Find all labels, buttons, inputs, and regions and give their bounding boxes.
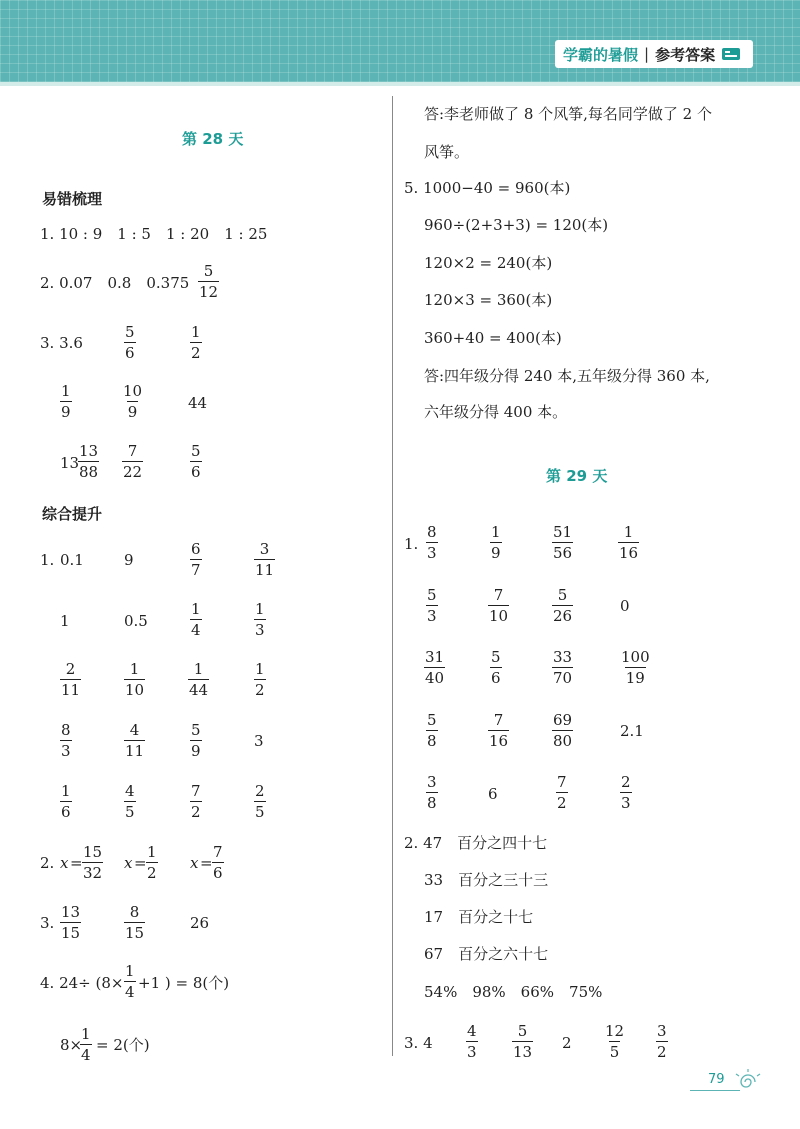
page-number: 79	[708, 1072, 725, 1087]
c2-fraction-b: 1 2	[147, 843, 157, 882]
d29-q3-fraction-b: 5 13	[513, 1022, 533, 1061]
e3-mixed-fraction: 13 88	[79, 442, 99, 481]
c2-variable: x	[60, 854, 69, 872]
ans5-line1: 答:四年级分得 240 本,五年级分得 360 本,	[424, 367, 710, 385]
e2-label: 2. 0.07 0.8 0.375	[40, 274, 190, 292]
d29-q2-line1: 2. 47 百分之四十七	[404, 834, 548, 852]
ans5-line2: 六年级分得 400 本。	[424, 403, 568, 421]
d29-q3-label: 3. 4	[404, 1034, 433, 1052]
c1-fraction: 1 44	[189, 660, 209, 699]
c2-equals: =	[200, 854, 213, 872]
c1-fraction: 1 4	[191, 600, 201, 639]
q5-step2: 960÷(2+3+3) = 120(本)	[424, 216, 609, 234]
c1-fraction: 1 2	[255, 660, 265, 699]
d29-q1-fraction: 7 16	[489, 711, 509, 750]
c3-fraction-a: 13 15	[61, 903, 81, 942]
e3-fraction-h: 5 6	[191, 442, 201, 481]
e3-mixed-whole: 13	[60, 454, 80, 472]
d29-q3-fraction-e: 3 2	[657, 1022, 667, 1061]
c1-fraction: 4 11	[125, 721, 145, 760]
brand-title: 学霸的暑假	[563, 45, 639, 64]
d29-q1-fraction: 5 26	[553, 586, 573, 625]
d29-q2-line4: 67 百分之六十七	[424, 945, 549, 963]
q5-step3: 120×2 = 240(本)	[424, 254, 553, 272]
d29-q1-fraction: 7 2	[557, 773, 567, 812]
d29-q1-fraction: 69 80	[553, 711, 573, 750]
c4-line2-fraction: 1 4	[81, 1025, 91, 1064]
q5-step1: 5. 1000−40 = 960(本)	[404, 179, 571, 197]
ans4-line2: 风筝。	[424, 143, 470, 161]
d29-q1-value: 6	[488, 785, 498, 803]
d29-q1-fraction: 100 19	[621, 648, 650, 687]
e3-fraction-g: 7 22	[123, 442, 143, 481]
d29-q1-fraction: 8 3	[427, 523, 437, 562]
c1-fraction: 1 10	[125, 660, 145, 699]
c3-value-c: 26	[190, 914, 210, 932]
e3-fraction-a: 5 6	[125, 323, 135, 362]
c4-line1-pre: 4. 24÷ (8×	[40, 974, 124, 992]
c1-fraction: 5 9	[191, 721, 201, 760]
e1-answer: 1. 10 : 9 1 : 5 1 : 20 1 : 25	[40, 225, 268, 243]
ans4-line1: 答:李老师做了 8 个风筝,每名同学做了 2 个	[424, 105, 712, 123]
c2-equals: =	[70, 854, 83, 872]
easy-errors-heading: 易错梳理	[42, 190, 103, 208]
header-banner-edge	[0, 82, 800, 86]
e2-fraction: 5 12	[199, 262, 219, 301]
c2-label: 2.	[40, 854, 55, 872]
d29-q1-fraction: 5 3	[427, 586, 437, 625]
c1-fraction: 6 7	[191, 540, 201, 579]
d29-q1-fraction: 1 9	[491, 523, 501, 562]
c2-variable: x	[124, 854, 133, 872]
c3-label: 3.	[40, 914, 55, 932]
d29-q1-fraction: 33 70	[553, 648, 573, 687]
sun-swirl-icon	[734, 1068, 762, 1090]
day29-title: 第 29 天	[546, 467, 608, 485]
c2-variable: x	[190, 854, 199, 872]
e3-value-e: 44	[188, 394, 208, 412]
d29-q1-fraction: 51 56	[553, 523, 573, 562]
d29-q1-value: 0	[620, 597, 630, 615]
c4-line1-post: +1 ) = 8(个)	[138, 974, 230, 992]
c1-fraction: 2 11	[61, 660, 81, 699]
d29-q3-fraction-a: 4 3	[467, 1022, 477, 1061]
c1-value: 3	[254, 732, 264, 750]
d29-q2-line3: 17 百分之十七	[424, 908, 534, 926]
d29-q1-fraction: 3 8	[427, 773, 437, 812]
c1-label: 1.	[40, 551, 55, 569]
c4-line2-post: = 2(个)	[96, 1036, 150, 1054]
c1-fraction: 8 3	[61, 721, 71, 760]
e3-fraction-d: 10 9	[123, 382, 143, 421]
d29-q1-fraction: 5 6	[491, 648, 501, 687]
comprehensive-heading: 综合提升	[42, 505, 103, 523]
c1-value: 9	[124, 551, 134, 569]
c1-fraction: 1 6	[61, 782, 71, 821]
c2-fraction-c: 7 6	[213, 843, 223, 882]
section-title: 参考答案	[655, 45, 716, 64]
e3-fraction-b: 1 2	[191, 323, 201, 362]
d29-q3-fraction-d: 12 5	[605, 1022, 625, 1061]
d29-q2-line2: 33 百分之三十三	[424, 871, 549, 889]
c1-value: 1	[60, 612, 70, 630]
d29-q1-label: 1.	[404, 535, 419, 553]
day28-title: 第 28 天	[182, 130, 244, 148]
e3-label: 3. 3.6	[40, 334, 83, 352]
c1-fraction: 1 3	[255, 600, 265, 639]
c2-fraction-a: 15 32	[83, 843, 103, 882]
q5-step5: 360+40 = 400(本)	[424, 329, 562, 347]
d29-q3-value-c: 2	[562, 1034, 572, 1052]
d29-q1-fraction: 5 8	[427, 711, 437, 750]
c4-line1-fraction: 1 4	[125, 962, 135, 1001]
column-divider	[392, 96, 393, 1056]
d29-q1-fraction: 7 10	[489, 586, 509, 625]
badge-separator: |	[644, 45, 650, 63]
c4-line2-pre: 8×	[60, 1036, 83, 1054]
d29-q1-value: 2.1	[620, 722, 644, 740]
c1-fraction: 7 2	[191, 782, 201, 821]
d29-q2-percents: 54% 98% 66% 75%	[424, 983, 603, 1001]
page-number-underline	[690, 1090, 740, 1091]
d29-q1-fraction: 2 3	[621, 773, 631, 812]
c1-fraction: 4 5	[125, 782, 135, 821]
d29-q1-fraction: 1 16	[619, 523, 639, 562]
q5-step4: 120×3 = 360(本)	[424, 291, 553, 309]
c1-fraction: 2 5	[255, 782, 265, 821]
c1-value: 0.1	[60, 551, 84, 569]
c2-equals: =	[134, 854, 147, 872]
c1-fraction: 3 11	[255, 540, 275, 579]
d29-q1-fraction: 31 40	[425, 648, 445, 687]
book-icon	[721, 46, 741, 62]
c3-fraction-b: 8 15	[125, 903, 145, 942]
e3-fraction-c: 1 9	[61, 382, 71, 421]
header-badge	[555, 40, 753, 68]
c1-value: 0.5	[124, 612, 148, 630]
